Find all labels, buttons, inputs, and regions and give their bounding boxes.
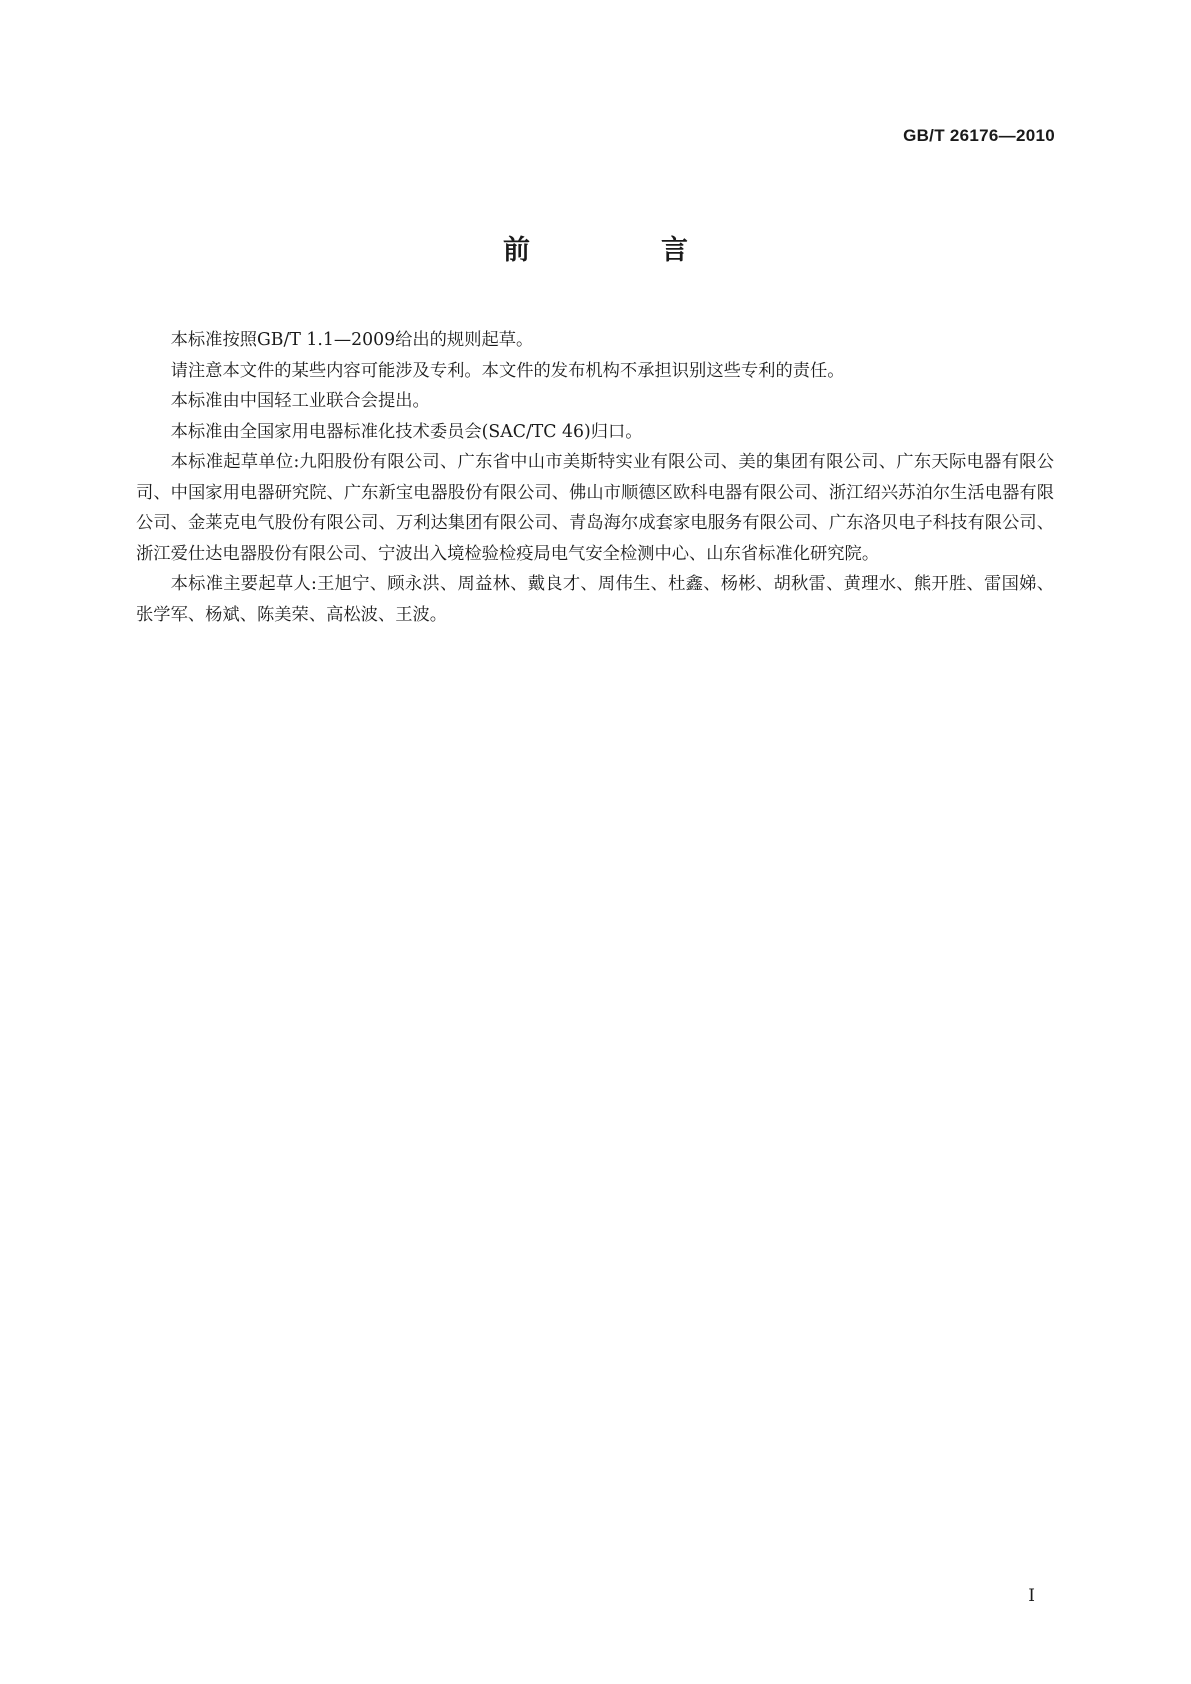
paragraph-proposer: 本标准由中国轻工业联合会提出。 [170, 391, 430, 411]
paragraph-main-drafters: 本标准主要起草人:王旭宁、顾永洪、周益林、戴良才、周伟生、杜鑫、杨彬、胡秋雷、黄理水、熊开胜、雷国娣、张学军、杨斌、陈美荣、高松波、王波。 [136, 574, 1054, 625]
standard-code: GB/T 26176—2010 [903, 126, 1055, 145]
paragraph-drafting-rules: 本标准按照GB/T 1.1—2009给出的规则起草。 [170, 330, 534, 350]
paragraph-drafting-organizations: 本标准起草单位:九阳股份有限公司、广东省中山市美斯特实业有限公司、美的集团有限公司、广东天际电器有限公司、中国家用电器研究院、广东新宝电器股份有限公司、佛山市顺德区欧科电器有限公司、浙江绍兴苏泊尔生活电器有限公司、金莱克电气股份有限公司、万利达集团有限公司、青岛海尔成套家电服务有限公司、广东洛贝电子科技有限公司、浙江爱仕达电器股份有限公司、宁波出入境检验检疫局电气安全检测中心、山东省标准化研究院。 [136, 452, 1054, 564]
paragraph-patent-notice: 请注意本文件的某些内容可能涉及专利。本文件的发布机构不承担识别这些专利的责任。 [170, 360, 845, 381]
page-number: I [1028, 1586, 1035, 1606]
paragraph-technical-committee: 本标准由全国家用电器标准化技术委员会(SAC/TC 46)归口。 [170, 421, 643, 442]
foreword-body [136, 325, 1054, 630]
page-title: 前 言 [503, 235, 740, 266]
